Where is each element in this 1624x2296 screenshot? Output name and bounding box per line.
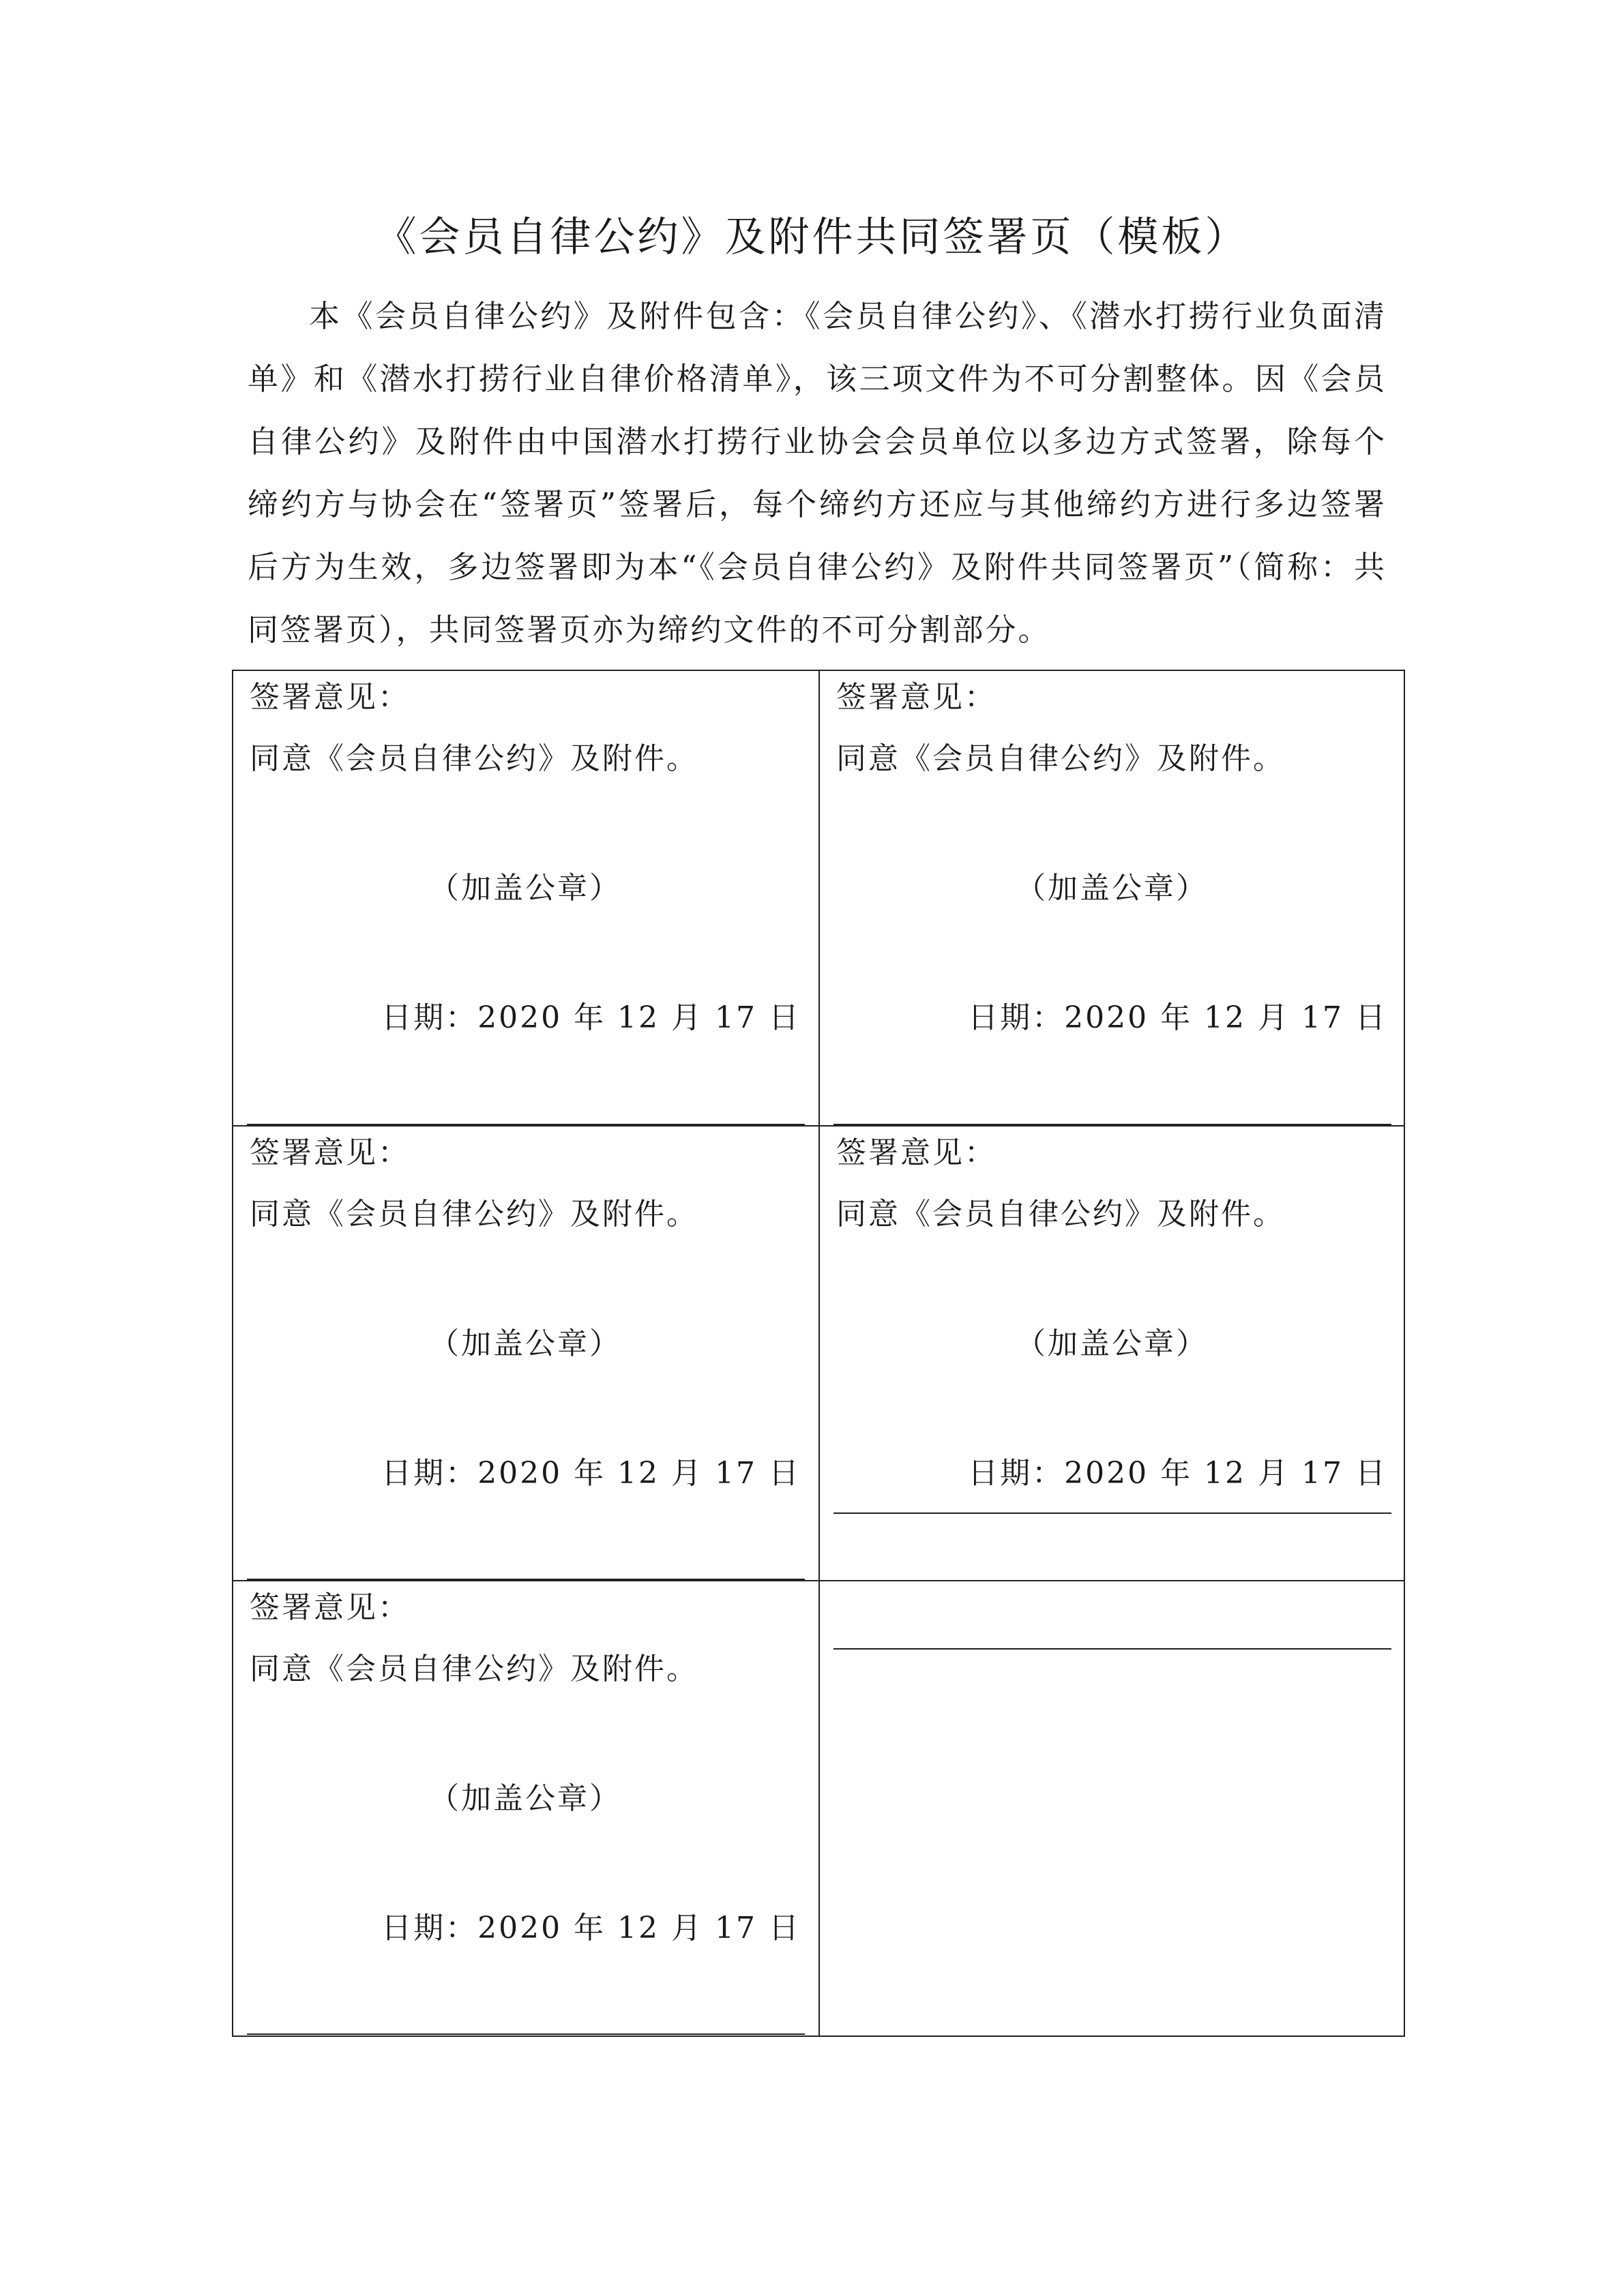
agreement-text: 同意《会员自律公约》及附件。	[250, 1197, 698, 1232]
opinion-label: 签署意见：	[250, 1590, 410, 1625]
signing-date: 日期：2020 年 12 月 17 日	[381, 1456, 801, 1491]
agreement-text: 同意《会员自律公约》及附件。	[836, 1197, 1285, 1232]
page-title: 《会员自律公约》及附件共同签署页（模板）	[375, 213, 1249, 261]
seal-placeholder: （加盖公章）	[1016, 871, 1208, 906]
signature-block	[818, 670, 1405, 1125]
seal-placeholder: （加盖公章）	[429, 871, 621, 906]
opinion-label: 签署意见：	[250, 680, 410, 715]
signature-block	[232, 1125, 818, 1581]
opinion-label: 签署意见：	[836, 1135, 996, 1170]
signing-date: 日期：2020 年 12 月 17 日	[381, 1000, 801, 1035]
opinion-label: 签署意见：	[836, 680, 996, 715]
signing-date: 日期：2020 年 12 月 17 日	[968, 1456, 1387, 1491]
empty-signature-cell	[818, 1580, 1405, 2036]
seal-placeholder: （加盖公章）	[429, 1326, 621, 1361]
signing-date: 日期：2020 年 12 月 17 日	[968, 1000, 1387, 1035]
signature-block	[232, 670, 818, 1125]
intro-paragraph: 本《会员自律公约》及附件包含：《会员自律公约》、《潜水打捞行业负面清单》和《潜水打捞行业自律价格清单》，该三项文件为不可分割整体。因《会员自律公约》及附件由中国潜水打捞行业协会会员单位以多边方式签署，除每个缔约方与协会在“签署页”签署后，每个缔约方还应与其他缔约方进行多边签署后方为生效，多边签署即为本“《会员自律公约》及附件共同签署页”（简称：共同签署页），共同签署页亦为缔约文件的不可分割部分。	[248, 298, 1387, 648]
agreement-text: 同意《会员自律公约》及附件。	[836, 741, 1285, 776]
agreement-text: 同意《会员自律公约》及附件。	[250, 1652, 698, 1686]
seal-placeholder: （加盖公章）	[429, 1781, 621, 1816]
signature-block	[232, 1580, 818, 2036]
signature-block	[818, 1125, 1405, 1581]
signing-date: 日期：2020 年 12 月 17 日	[381, 1911, 801, 1945]
seal-placeholder: （加盖公章）	[1016, 1326, 1208, 1361]
agreement-text: 同意《会员自律公约》及附件。	[250, 741, 698, 776]
opinion-label: 签署意见：	[250, 1135, 410, 1170]
